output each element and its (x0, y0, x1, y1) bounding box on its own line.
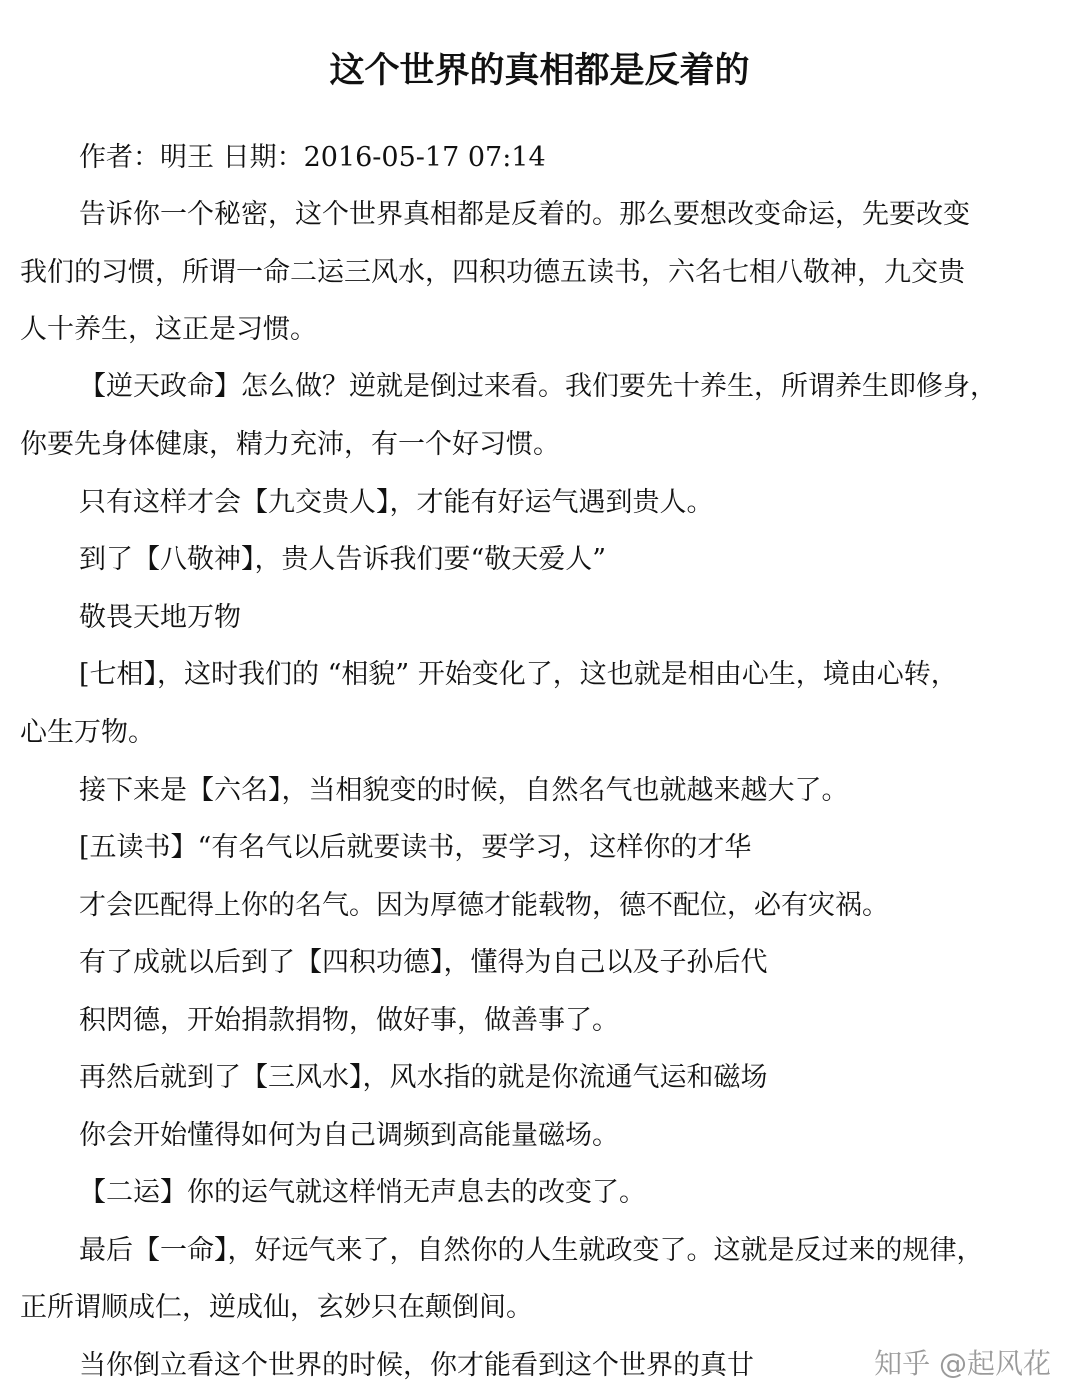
document-title: 这个世界的真相都是反着的 (329, 51, 750, 91)
text-line: 心生万物。 (20, 717, 155, 748)
text-line: 你会开始懂得如何为自己调频到高能量磁场。 (79, 1120, 619, 1151)
text-line: 人十养生，这正是习惯。 (20, 314, 317, 345)
text-line: 到了【八敬神】，贵人告诉我们要“敬天爱人” (79, 544, 607, 575)
text-line: 接下来是【六名】，当相貌变的时候，自然名气也就越来越大了。 (79, 775, 849, 806)
text-line: 当你倒立看这个世界的时候，你才能看到这个世界的真廿 (79, 1350, 754, 1381)
text-line: 敬畏天地万物 (79, 602, 241, 633)
text-line: 有了成就以后到了【四积功德】，懂得为自己以及子孙后代 (79, 947, 768, 978)
text-line: 才会匹配得上你的名气。因为厚德才能载物，德不配位，必有灾祸。 (79, 890, 889, 921)
text-line: 【二运】你的运气就这样悄无声息去的改变了。 (79, 1177, 646, 1208)
text-line: 再然后就到了【三风水】，风水指的就是你流通气运和磁场 (79, 1062, 768, 1093)
text-line: 告诉你一个秘密，这个世界真相都是反着的。那么要想改变命运，先要改变 (79, 199, 970, 230)
text-line: 最后【一命】，好远气来了，自然你的人生就政变了。这就是反过来的规律， (79, 1235, 984, 1266)
text-line: 你要先身体健康，精力充沛，有一个好习惯。 (20, 429, 560, 460)
zhihu-watermark: 知乎 @起风花 (874, 1347, 1051, 1380)
text-line: 正所谓顺成仁，逆成仙，玄妙只在颠倒间。 (20, 1292, 533, 1323)
text-line: 【逆天政命】怎么做？逆就是倒过来看。我们要先十养生，所谓养生即修身， (79, 371, 997, 402)
text-line: [七相】，这时我们的 “相貌” 开始变化了，这也就是相由心生，境由心转， (79, 659, 958, 690)
text-line: 只有这样才会【九交贵人】，才能有好运气遇到贵人。 (79, 487, 714, 518)
text-line: [五读书】“有名气以后就要读书，要学习，这样你的才华 (79, 832, 752, 863)
text-line: 积閃德，开始捐款捐物，做好事，做善事了。 (79, 1005, 619, 1036)
text-line: 我们的习惯，所谓一命二运三风水，四积功德五读书，六名七相八敬神，九交贵 (20, 257, 965, 288)
byline: 作者：明王 日期：2016-05-17 07:14 (79, 142, 546, 173)
